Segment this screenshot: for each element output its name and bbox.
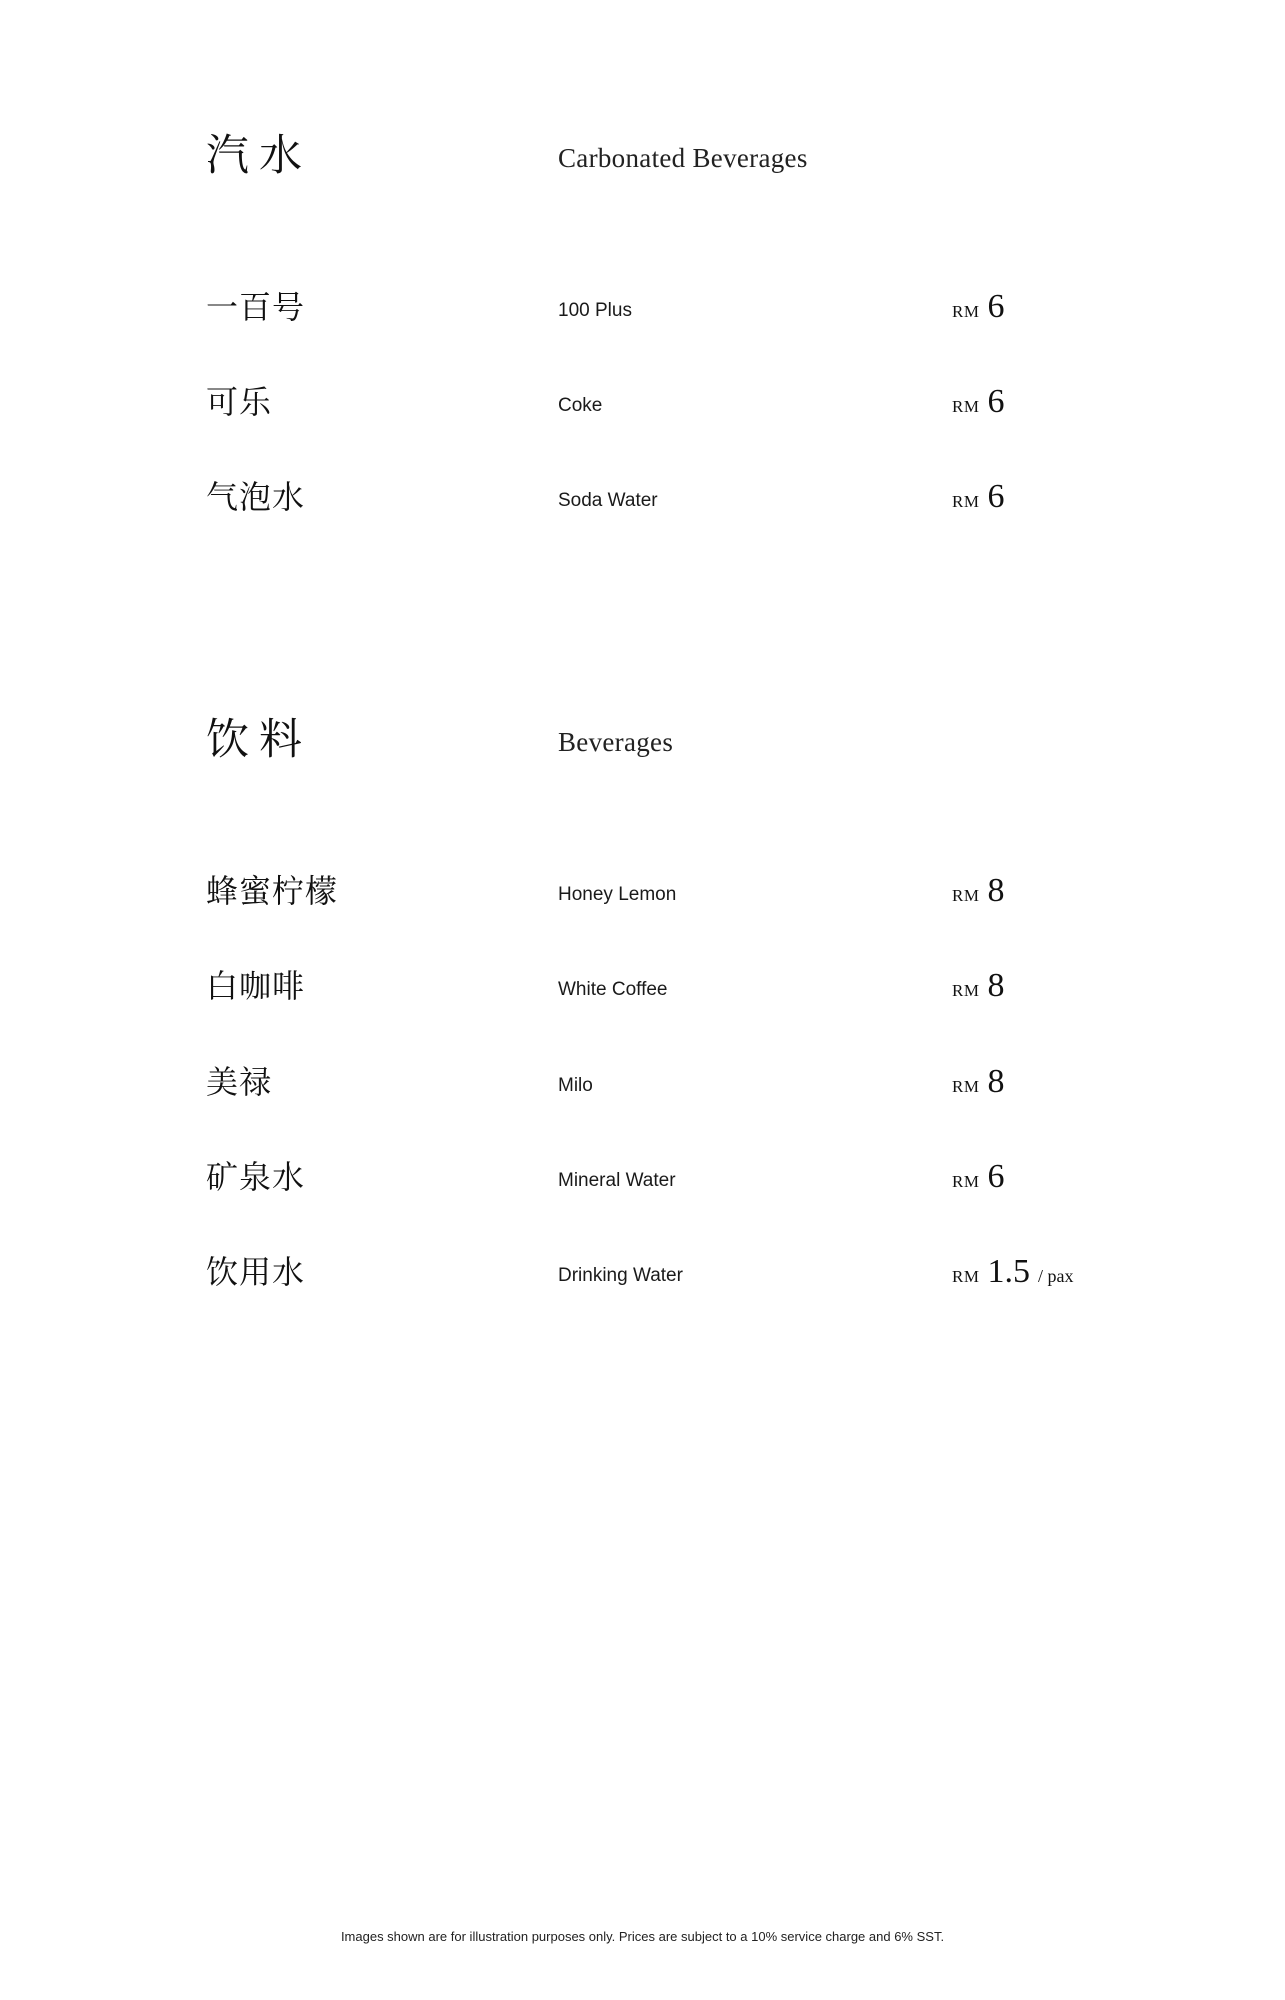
item-name-english: Honey Lemon <box>558 884 677 905</box>
price-amount: 8 <box>987 872 1005 909</box>
item-name-english: 100 Plus <box>558 300 632 321</box>
item-price <box>952 866 1004 916</box>
price-amount: 6 <box>987 288 1005 325</box>
footer-disclaimer: Images shown are for illustration purposes only. Prices are subject to a 10% service charge and 6% SST. <box>340 1929 945 1944</box>
menu-item <box>0 472 1285 532</box>
item-price <box>952 472 1004 522</box>
item-name-english: Drinking Water <box>558 1265 683 1286</box>
section-title-chinese: 饮料 <box>206 715 312 765</box>
price-amount: 6 <box>987 478 1005 515</box>
item-name-chinese: 可乐 <box>206 383 273 421</box>
item-name-chinese: 白咖啡 <box>206 967 306 1005</box>
menu-item <box>0 1057 1285 1117</box>
item-price <box>952 1247 1073 1297</box>
section-header <box>0 710 1285 780</box>
item-name-english: Soda Water <box>558 490 658 511</box>
section-title-english: Carbonated Beverages <box>558 143 808 173</box>
price-currency: RM <box>952 1267 980 1286</box>
menu-item <box>0 1152 1285 1212</box>
price-amount: 6 <box>987 383 1005 420</box>
item-price <box>952 282 1004 332</box>
price-unit: / pax <box>1037 1266 1074 1286</box>
item-name-chinese: 美禄 <box>206 1063 273 1101</box>
price-amount: 8 <box>987 967 1005 1004</box>
price-currency: RM <box>952 1172 980 1191</box>
item-name-english: Mineral Water <box>558 1170 676 1191</box>
menu-item <box>0 866 1285 926</box>
menu-item <box>0 961 1285 1021</box>
section-title-chinese: 汽水 <box>206 131 312 181</box>
menu-item <box>0 1247 1285 1307</box>
price-currency: RM <box>952 981 980 1000</box>
item-name-english: Milo <box>558 1075 593 1096</box>
menu-item <box>0 282 1285 342</box>
item-name-chinese: 蜂蜜柠檬 <box>206 872 339 910</box>
price-amount: 1.5 <box>987 1253 1030 1290</box>
item-name-chinese: 饮用水 <box>206 1253 306 1291</box>
item-name-english: White Coffee <box>558 979 668 1000</box>
price-amount: 8 <box>987 1063 1005 1100</box>
price-currency: RM <box>952 397 980 416</box>
item-price <box>952 377 1004 427</box>
item-name-english: Coke <box>558 395 603 416</box>
item-price <box>952 1057 1004 1107</box>
menu-item <box>0 377 1285 437</box>
price-currency: RM <box>952 492 980 511</box>
price-currency: RM <box>952 302 980 321</box>
section-title-english: Beverages <box>558 727 674 757</box>
item-name-chinese: 矿泉水 <box>206 1158 306 1196</box>
item-price <box>952 961 1004 1011</box>
price-currency: RM <box>952 1077 980 1096</box>
item-price <box>952 1152 1004 1202</box>
section-header <box>0 126 1285 196</box>
item-name-chinese: 一百号 <box>206 288 306 326</box>
price-amount: 6 <box>987 1158 1005 1195</box>
item-name-chinese: 气泡水 <box>206 478 306 516</box>
price-currency: RM <box>952 886 980 905</box>
